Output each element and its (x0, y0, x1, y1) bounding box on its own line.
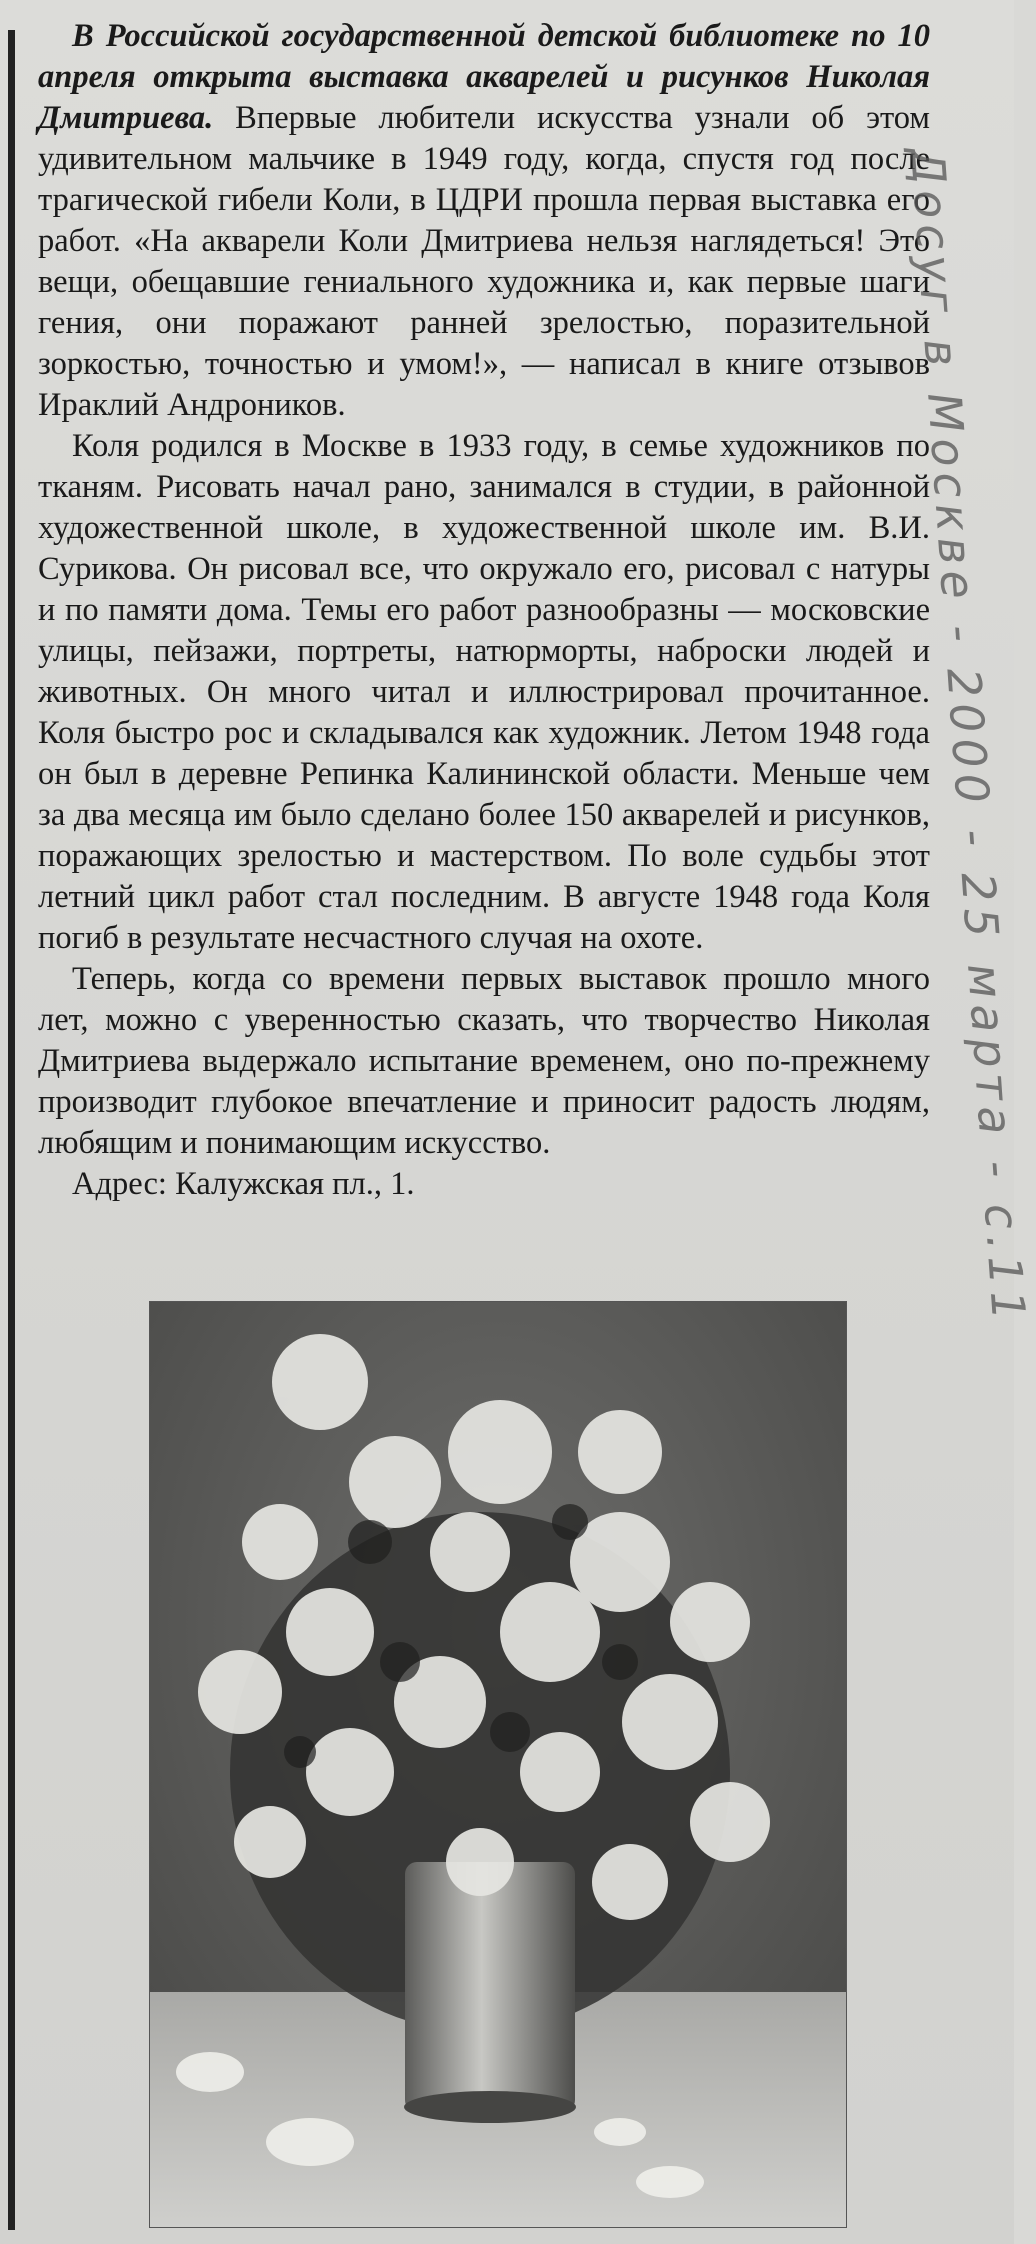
paragraph-3: Теперь, когда со времени первых выставок прошло много лет, можно с уверенностью сказать, что творчество Николая Дмитриева выдержало испытание временем, оно по-прежнему производит глубокое впечатление и приносит радость людям, любящим и понимающим искусство. (38, 961, 930, 1161)
paragraph-1 (38, 16, 930, 426)
flowers-illustration (150, 1302, 846, 2227)
lead-rest-text: Впервые любители искусства узнали об этом удивительном мальчике в 1949 году, когда, спустя год после трагической гибели Коли, в ЦДРИ прошла первая выставка его работ. «На акварели Коли Дмитриева нельзя наглядеться! Это вещи, обещавшие гениального художника и, как первые шаги гения, они поражают ранней зрелостью, поразительной зоркостью, точностью и умом!», — написал в книге отзывов Ираклий Андроников. (38, 100, 930, 423)
article-text (38, 16, 930, 1205)
paragraph-2: Коля родился в Москве в 1933 году, в семье художников по тканям. Рисовать начал рано, занимался в студии, в районной художественной школе, в художественной школе им. В.И. Сурикова. Он рисовал все, что окружало его, рисовал с натуры и по памяти дома. Темы его работ разнообразны — московские улицы, пейзажи, портреты, натюрморты, наброски людей и животных. Он много читал и иллюстрировал прочитанное. Коля быстро рос и складывался как художник. Летом 1948 года он был в деревне Репинка Калининской области. Меньше чем за два месяца им было сделано более 150 акварелей и рисунков, поражающих зрелостью и мастерством. По воле судьбы этот летний цикл работ стал последним. В августе 1948 года Коля погиб в результате несчастного случая на охоте. (38, 428, 930, 956)
flowers-photo (150, 1302, 846, 2227)
address-line: Адрес: Калужская пл., 1. (72, 1166, 415, 1202)
lead-bold-text: В Российской государственной детской библиотеке по 10 апреля открыта выставка акварелей и рисунков Николая Дмитриева. (38, 18, 930, 136)
column-rule (8, 30, 15, 2230)
handwritten-note-text: Досуг в Москве - 2000 - 25 марта - с.11 (900, 146, 1036, 1328)
